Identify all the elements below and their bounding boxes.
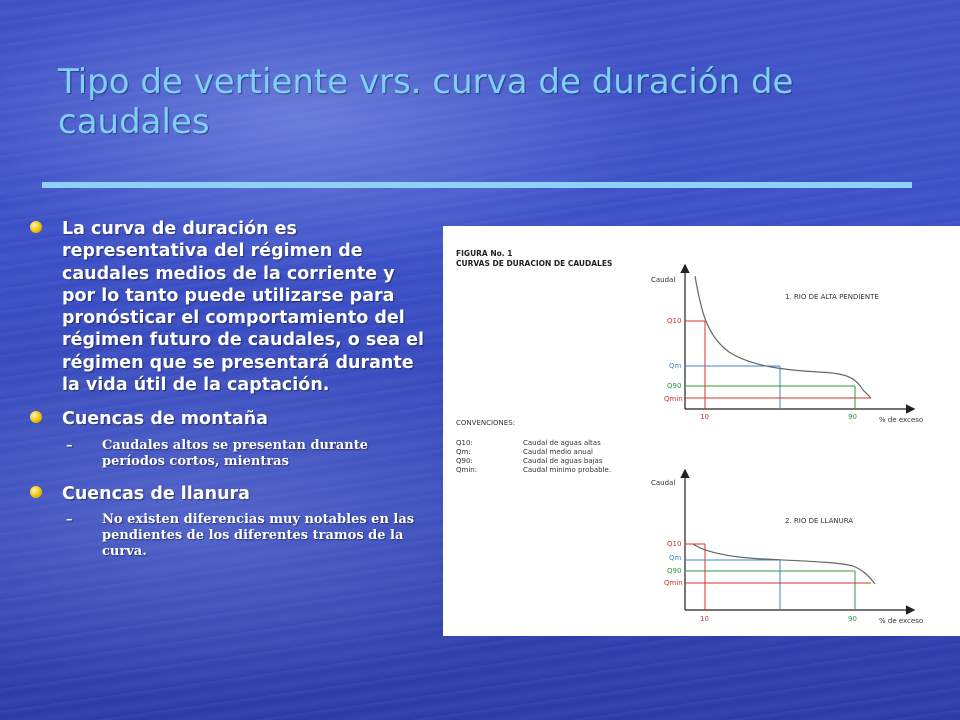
convention-code: Q90: — [456, 457, 473, 465]
sub-bullet-dash: – — [66, 511, 73, 527]
chart-llanura — [685, 471, 913, 610]
chart2-label: 2. RIO DE LLANURA — [785, 517, 854, 525]
convention-desc: Caudal de aguas bajas — [523, 457, 603, 465]
chart1-label: 1. RIO DE ALTA PENDIENTE — [785, 293, 879, 301]
figure-title-line1: FIGURA No. 1 — [456, 249, 513, 258]
chart2-x10: 10 — [700, 615, 709, 623]
chart1-ylabel: Caudal — [651, 276, 676, 284]
chart2-ylabel: Caudal — [651, 479, 676, 487]
bullet-dot-icon — [30, 411, 42, 423]
chart1-x10: 10 — [700, 413, 709, 421]
convention-code: Qm: — [456, 448, 471, 456]
convention-desc: Caudal medio anual — [523, 448, 593, 456]
bullet-item — [26, 483, 426, 505]
chart1-x90: 90 — [848, 413, 857, 421]
conventions-title: CONVENCIONES: — [456, 419, 516, 427]
convention-code: Qmin: — [456, 466, 478, 474]
bullet-text: La curva de duración es representativa del régimen de caudales medios de la corriente y por lo tanto puede utilizarse para pronósticar el comportamiento del régimen futuro de caudales, o sea el régimen que se presentará durante la vida útil de la captación. — [62, 219, 424, 396]
chart2-tick-q10: Q10 — [667, 540, 682, 548]
chart1-tick-qmin: Qmin — [664, 395, 683, 403]
title-underline — [42, 182, 912, 188]
chart2-x90: 90 — [848, 615, 857, 623]
duration-curves-figure — [443, 226, 960, 636]
chart2-tick-qm: Qm — [669, 554, 682, 562]
chart2-tick-qmin: Qmin — [664, 579, 683, 587]
convention-desc: Caudal de aguas altas — [523, 439, 601, 447]
bullet-item — [26, 408, 426, 430]
chart2-tick-q90: Q90 — [667, 567, 682, 575]
chart-alta-pendiente — [685, 266, 913, 409]
chart1-tick-qm: Qm — [669, 362, 682, 370]
chart1-tick-q90: Q90 — [667, 382, 682, 390]
sub-bullet-text: Caudales altos se presentan durante períodos cortos, mientras — [102, 437, 368, 469]
sub-bullet-text: No existen diferencias muy notables en las pendientes de los diferentes tramos de la curva. — [102, 511, 415, 559]
bullet-dot-icon — [30, 486, 42, 498]
bullet-item — [26, 218, 426, 396]
chart1-xlabel: % de exceso — [879, 416, 924, 424]
figure-title-line2: CURVAS DE DURACION DE CAUDALES — [456, 259, 613, 268]
bullet-text: Cuencas de montaña — [62, 409, 268, 430]
figure-title — [456, 249, 612, 269]
slide-title: Tipo de vertiente vrs. curva de duración de caudales — [58, 62, 794, 142]
bullet-dot-icon — [30, 221, 42, 233]
convention-desc: Caudal mínimo probable. — [523, 466, 612, 474]
bullet-list — [26, 218, 426, 560]
duration-curve — [693, 544, 875, 584]
convention-code: Q10: — [456, 439, 473, 447]
figure-drawing — [443, 226, 960, 636]
chart2-xlabel: % de exceso — [879, 617, 924, 625]
sub-bullet-item — [26, 512, 426, 560]
bullet-text: Cuencas de llanura — [62, 483, 250, 504]
chart1-tick-q10: Q10 — [667, 317, 682, 325]
sub-bullet-item — [26, 438, 426, 470]
sub-bullet-dash: – — [66, 437, 73, 453]
